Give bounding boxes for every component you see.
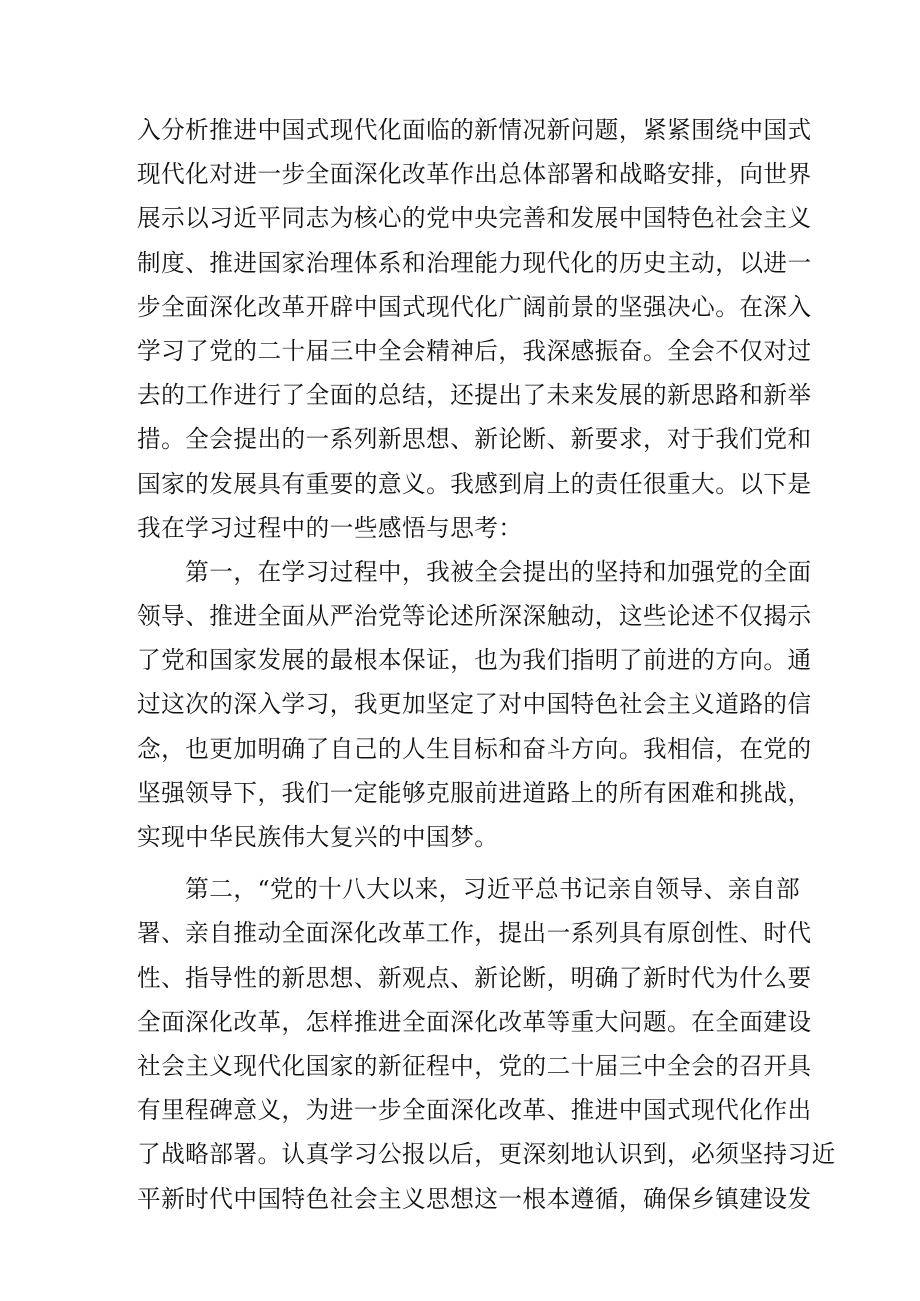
text-line: 了党和国家发展的最根本保证，也为我们指明了前进的方向。通 xyxy=(137,646,812,675)
text-line: 过这次的深入学习，我更加坚定了对中国特色社会主义道路的信 xyxy=(137,690,812,719)
text-line: 措。全会提出的一系列新思想、新论断、新要求，对于我们党和 xyxy=(137,425,812,454)
text-line: 有里程碑意义，为进一步全面深化改革、推进中国式现代化作出 xyxy=(137,1096,812,1125)
text-line: 全面深化改革，怎样推进全面深化改革等重大问题。在全面建设 xyxy=(137,1007,812,1036)
text-line: 念，也更加明确了自己的人生目标和奋斗方向。我相信，在党的 xyxy=(137,734,812,763)
text-line: 现代化对进一步全面深化改革作出总体部署和战略安排，向世界 xyxy=(137,160,812,189)
text-line: 国家的发展具有重要的意义。我感到肩上的责任很重大。以下是 xyxy=(137,469,812,498)
text-line: 我在学习过程中的一些感悟与思考： xyxy=(137,513,523,542)
text-line: 了战略部署。认真学习公报以后，更深刻地认识到，必须坚持习近 xyxy=(137,1140,836,1169)
text-line: 性、指导性的新思想、新观点、新论断，明确了新时代为什么要 xyxy=(137,963,812,992)
text-line: 去的工作进行了全面的总结，还提出了未来发展的新思路和新举 xyxy=(137,381,812,410)
paragraph-first xyxy=(137,550,812,859)
text-line: 平新时代中国特色社会主义思想这一根本遵循，确保乡镇建设发 xyxy=(137,1184,812,1213)
text-line: 第一，在学习过程中，我被全会提出的坚持和加强党的全面 xyxy=(137,557,812,586)
text-line: 入分析推进中国式现代化面临的新情况新问题，紧紧围绕中国式 xyxy=(137,116,812,144)
text-line: 制度、推进国家治理体系和治理能力现代化的历史主动，以进一 xyxy=(137,248,812,277)
text-line: 社会主义现代化国家的新征程中，党的二十届三中全会的召开具 xyxy=(137,1051,812,1080)
text-line: 署、亲自推动全面深化改革工作，提出一系列具有原创性、时代 xyxy=(137,919,812,948)
text-line: 第二，“党的十八大以来，习近平总书记亲自领导、亲自部 xyxy=(137,875,801,904)
text-line: 步全面深化改革开辟中国式现代化广阔前景的坚强决心。在深入 xyxy=(137,292,812,321)
text-line: 展示以习近平同志为核心的党中央完善和发展中国特色社会主义 xyxy=(137,204,812,233)
paragraph-spacer xyxy=(137,859,785,867)
paragraph-second xyxy=(137,867,836,1221)
text-line: 领导、推进全面从严治党等论述所深深触动，这些论述不仅揭示 xyxy=(137,602,812,631)
text-line: 坚强领导下，我们一定能够克服前进道路上的所有困难和挑战， xyxy=(137,778,812,807)
paragraph-intro xyxy=(137,108,812,550)
text-line: 实现中华民族伟大复兴的中国梦。 xyxy=(137,823,499,851)
text-line: 学习了党的二十届三中全会精神后，我深感振奋。全会不仅对过 xyxy=(137,336,812,365)
document-body xyxy=(137,108,836,1221)
